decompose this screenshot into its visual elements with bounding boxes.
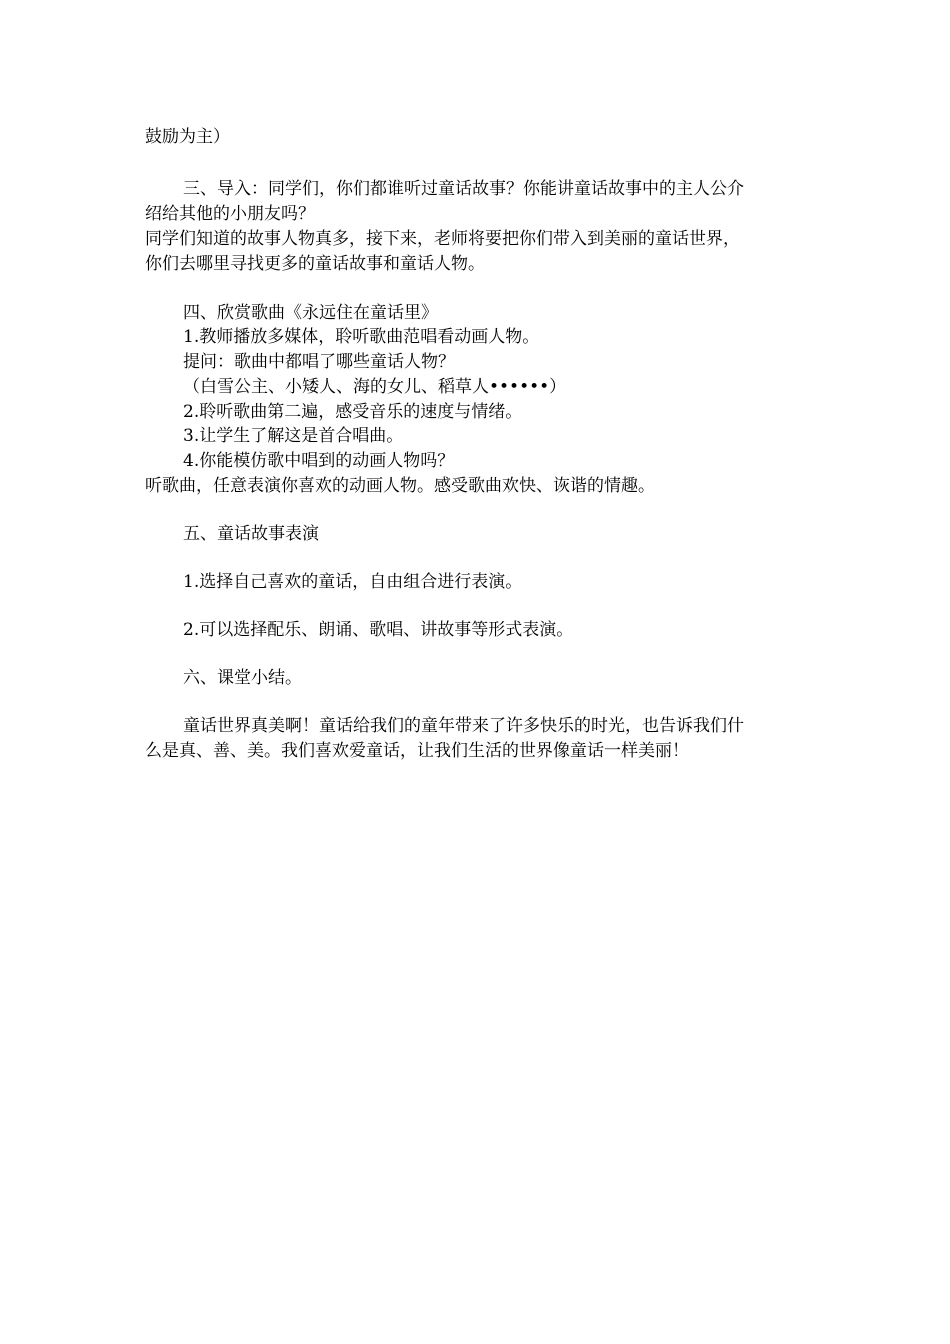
text-line: 鼓励为主） (145, 127, 230, 147)
section-heading-intro: 三、导入：同学们，你们都谁听过童话故事？你能讲童话故事中的主人公介 (183, 179, 744, 199)
list-item: 2.聆听歌曲第二遍，感受音乐的速度与情绪。 (183, 402, 523, 422)
list-item: 2.可以选择配乐、朗诵、歌唱、讲故事等形式表演。 (183, 620, 574, 640)
list-item: 1.选择自己喜欢的童话，自由组合进行表演。 (183, 572, 523, 592)
list-item: 3.让学生了解这是首合唱曲。 (183, 426, 404, 446)
text-line: 么是真、善、美。我们喜欢爱童话，让我们生活的世界像童话一样美丽！ (145, 741, 689, 761)
text-line: 提问：歌曲中都唱了哪些童话人物？ (183, 352, 455, 372)
text-line: （白雪公主、小矮人、海的女儿、稻草人••••••） (183, 377, 567, 397)
section-heading-performance: 五、童话故事表演 (183, 524, 319, 544)
text-line: 你们去哪里寻找更多的童话故事和童话人物。 (145, 254, 485, 274)
section-heading-summary: 六、课堂小结。 (183, 668, 302, 688)
text-line: 童话世界真美啊！童话给我们的童年带来了许多快乐的时光，也告诉我们什 (183, 716, 744, 736)
list-item: 4.你能模仿歌中唱到的动画人物吗？ (183, 451, 455, 471)
text-line: 绍给其他的小朋友吗？ (145, 204, 315, 224)
list-item: 1.教师播放多媒体，聆听歌曲范唱看动画人物。 (183, 327, 540, 347)
section-heading-song: 四、欣赏歌曲《永远住在童话里》 (183, 303, 438, 323)
text-line: 听歌曲，任意表演你喜欢的动画人物。感受歌曲欢快、诙谐的情趣。 (145, 476, 655, 496)
text-line: 同学们知道的故事人物真多，接下来，老师将要把你们带入到美丽的童话世界， (145, 229, 740, 249)
